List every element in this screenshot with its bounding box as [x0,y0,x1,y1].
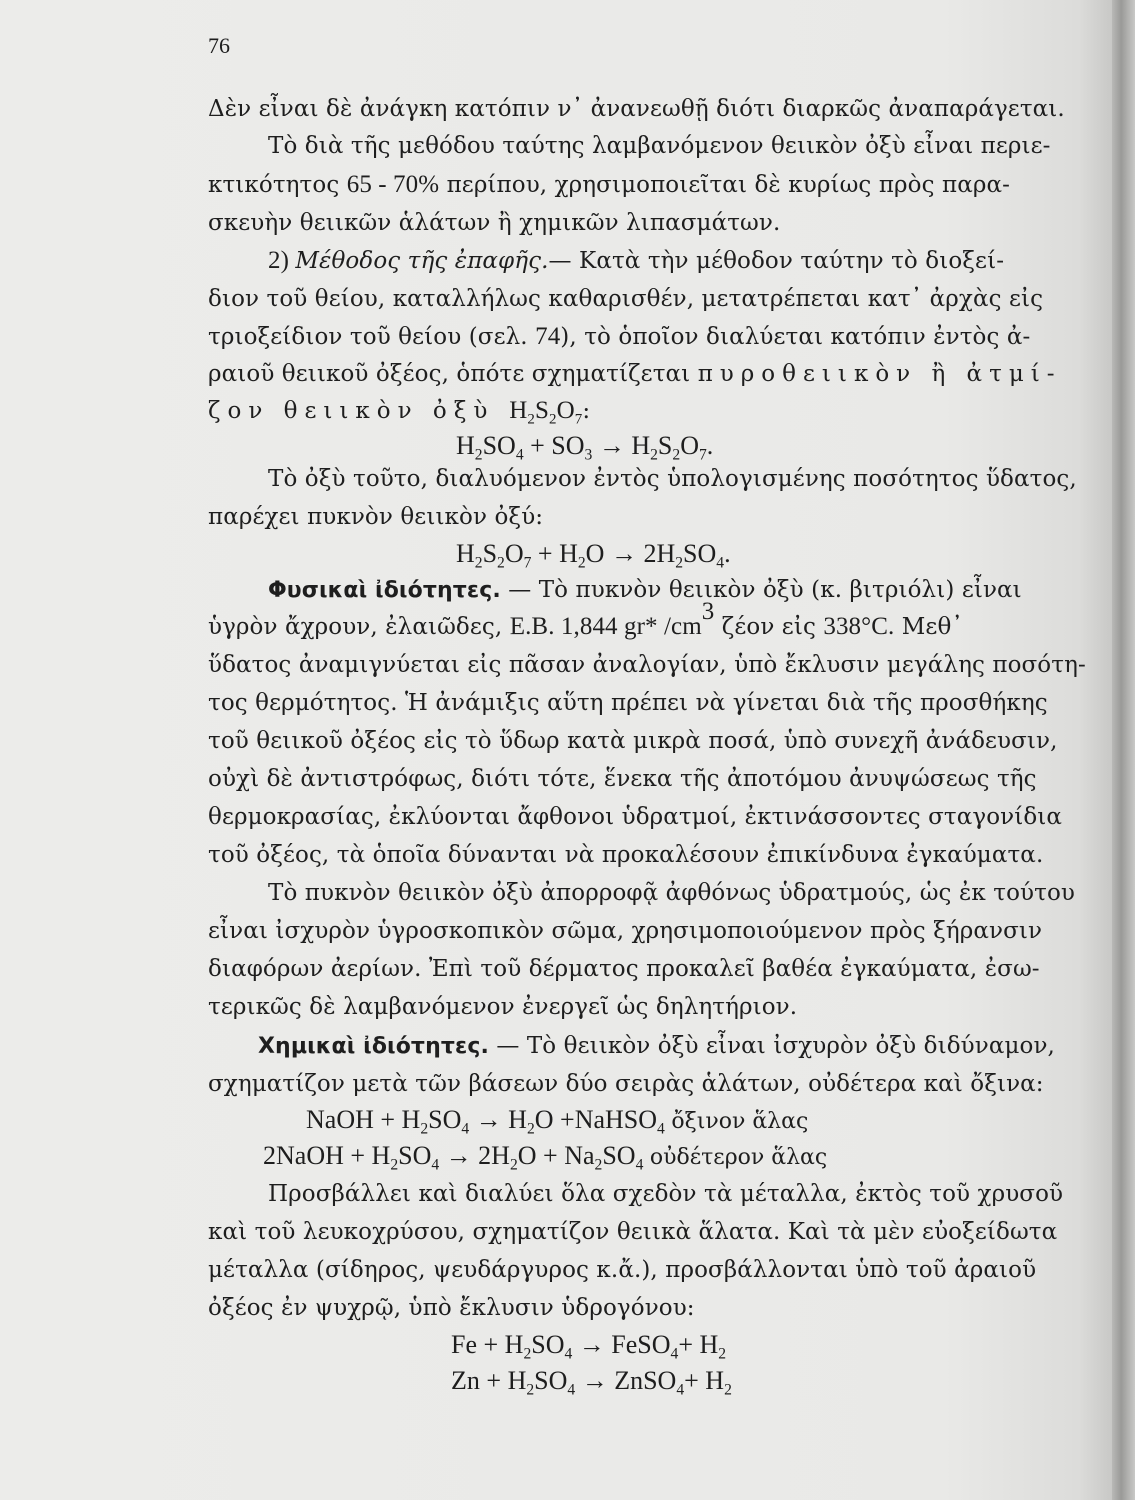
text-line: τριοξείδιον τοῦ θείου (σελ. 74), τὸ ὁποῖον διαλύεται κατόπιν ἐντὸς ἀ- [208,323,1031,350]
text-line: οὐχὶ δὲ ἀντιστρόφως, διότι τότε, ἕνεκα τῆς ἀποτόμου ἀνυψώσεως τῆς [208,766,1037,792]
section-chemical-properties: Χημικαὶ ἰδιότητες. — Τὸ θειικὸν ὀξὺ εἶναι ἰσχυρὸν ὀξὺ διδύναμον, [258,1033,1055,1059]
page-edge [1112,0,1135,1500]
arrow-icon: → [610,539,637,568]
equation: 2NaOH + $H_2SO_4 \to 2H_2O + Na_2SO_4$ οὐδέτερον ἅλας [263,1141,828,1174]
section-method-contact: 2) Μέθοδος τῆς ἐπαφῆς.— Κατὰ τὴν μέθοδον ταύτην τὸ διοξεί- [268,247,1005,274]
arrow-icon: → [578,1330,605,1359]
text-line: διον τοῦ θείου, καταλλήλως καθαρισθέν, μετατρέπεται κατ᾿ ἀρχὰς εἰς [208,286,1044,312]
text-line: τερικῶς δὲ λαμβανόμενον ἐνεργεῖ ὡς δηλητήριον. [208,994,798,1020]
section-physical-properties: Φυσικαὶ ἰδιότητες. — Τὸ πυκνὸν θειικὸν ὀξὺ (κ. βιτριόλι) εἶναι [268,577,1022,603]
equation: $H_2S_2O_7 + H_2O \to 2H_2SO_4$. [456,539,731,572]
text-line: Προσβάλλει καὶ διαλύει ὅλα σχεδὸν τὰ μέταλλα, ἐκτὸς τοῦ χρυσοῦ [268,1181,1064,1207]
text-line: ὕδατος ἀναμιγνύεται εἰς πᾶσαν ἀναλογίαν, ὑπὸ ἔκλυσιν μεγάλης ποσότη- [208,652,1086,678]
text-line: ὑγρὸν ἄχρουν, ἐλαιῶδες, Ε.Β. 1,844 gr* $/cm^3$ ζέον εἰς 338°C. Μεθ᾿ [208,598,963,640]
text-line: Τὸ πυκνὸν θειικὸν ὀξὺ ἀπορροφᾷ ἀφθόνως ὑδρατμούς, ὡς ἐκ τούτου [268,880,1075,906]
equation: $H_2SO_4 + SO_3 \to H_2S_2O_7$. [456,431,714,464]
text-line: σκευὴν θειικῶν ἁλάτων ἢ χημικῶν λιπασμάτων. [208,210,781,236]
equation: $Zn + H_2SO_4$ → ZnSO$_4$+ $H_2$ [451,1366,732,1399]
text-line: Τὸ διὰ τῆς μεθόδου ταύτης λαμβανόμενον θειικὸν ὀξὺ εἶναι περιε- [268,133,1051,159]
text-line: ζον θειικὸν ὀξὺ $H_2S_2O_7$: [208,397,591,428]
text-line: παρέχει πυκνὸν θειικὸν ὀξύ: [208,504,544,530]
text-line: Τὸ ὀξὺ τοῦτο, διαλυόμενον ἐντὸς ὑπολογισμένης ποσότητος ὕδατος, [268,466,1077,492]
text-line: μέταλλα (σίδηρος, ψευδάργυρος κ.ἄ.), προσβάλλονται ὑπὸ τοῦ ἀραιοῦ [208,1257,1037,1283]
equation: $Fe + H_2SO_4$ → FeSO$_4$+ $H_2$ [451,1330,727,1363]
text-line: εἶναι ἰσχυρὸν ὑγροσκοπικὸν σῶμα, χρησιμοποιούμενον πρὸς ξήρανσιν [208,918,1043,944]
equation: NaOH + $H_2SO_4 \to H_2O$ +NaHSO$_4$ ὄξινον ἅλας [306,1105,809,1138]
arrow-icon: → [475,1105,502,1134]
text-line: σχηματίζον μετὰ τῶν βάσεων δύο σειρὰς ἁλάτων, οὐδέτερα καὶ ὄξινα: [208,1071,1044,1097]
text-line: καὶ τοῦ λευκοχρύσου, σχηματίζον θειικὰ ἅλατα. Καὶ τὰ μὲν εὐοξείδωτα [208,1219,1058,1245]
text-line: τος θερμότητος. Ἡ ἀνάμιξις αὕτη πρέπει νὰ γίνεται διὰ τῆς προσθήκης [208,690,1048,716]
page-number: 76 [208,33,230,58]
text-line: κτικότητος 65 - 70% περίπου, χρησιμοποιεῖται δὲ κυρίως πρὸς παρα- [208,171,1010,198]
text-line: Δὲν εἶναι δὲ ἀνάγκη κατόπιν ν᾿ ἀνανεωθῇ διότι διαρκῶς ἀναπαράγεται. [208,96,1065,122]
text-line: διαφόρων ἀερίων. Ἐπὶ τοῦ δέρματος προκαλεῖ βαθέα ἐγκαύματα, ἐσω- [208,956,1040,982]
text-line: ραιοῦ θειικοῦ ὀξέος, ὁπότε σχηματίζεται πυροθειικὸν ἢ ἀτμί- [208,361,1062,387]
arrow-icon: → [598,431,625,460]
arrow-icon: → [445,1141,472,1170]
arrow-icon: → [581,1366,608,1395]
text-line: ὀξέος ἐν ψυχρῷ, ὑπὸ ἔκλυσιν ὑδρογόνου: [208,1295,695,1321]
text-line: τοῦ ὀξέος, τὰ ὁποῖα δύνανται νὰ προκαλέσουν ἐπικίνδυνα ἐγκαύματα. [208,842,1044,868]
text-line: τοῦ θειικοῦ ὀξέος εἰς τὸ ὕδωρ κατὰ μικρὰ ποσά, ὑπὸ συνεχῆ ἀνάδευσιν, [208,728,1058,754]
text-line: θερμοκρασίας, ἐκλύονται ἄφθονοι ὑδρατμοί, ἐκτινάσσοντες σταγονίδια [208,804,1063,830]
